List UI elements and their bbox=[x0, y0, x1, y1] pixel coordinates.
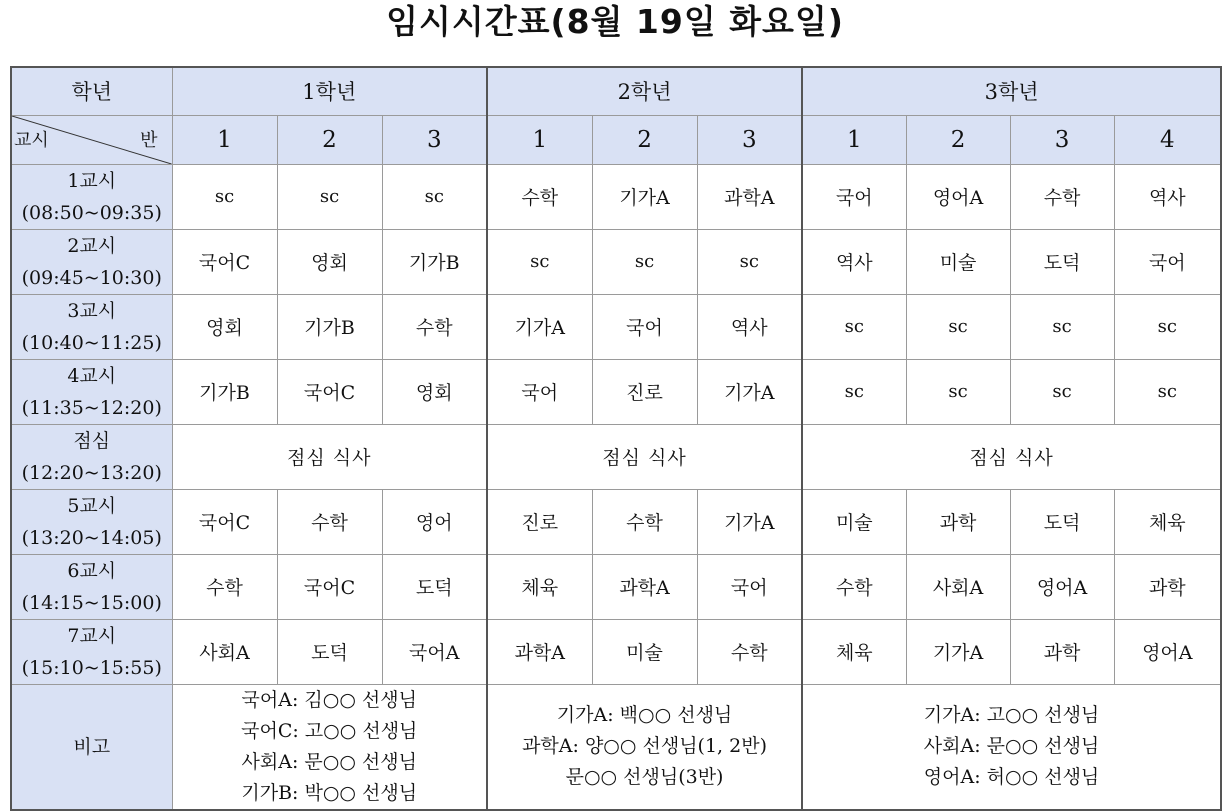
notes-grade-3 bbox=[802, 684, 1221, 810]
subject-cell: sc bbox=[906, 294, 1010, 359]
subject-cell: sc bbox=[802, 359, 906, 424]
subject-cell: 영어A bbox=[1010, 554, 1114, 619]
lunch-grade-3: 점심 식사 bbox=[802, 424, 1221, 489]
subject-cell: 체육 bbox=[1114, 489, 1221, 554]
subject-cell: 국어C bbox=[172, 489, 277, 554]
lunch-grade-2: 점심 식사 bbox=[487, 424, 802, 489]
subject-cell: 체육 bbox=[487, 554, 592, 619]
subject-cell: 국어 bbox=[487, 359, 592, 424]
class-header: 2 bbox=[592, 115, 697, 164]
subject-cell: 영어 bbox=[382, 489, 487, 554]
subject-cell: 영어A bbox=[906, 164, 1010, 229]
subject-cell: sc bbox=[802, 294, 906, 359]
note-line: 국어A: 김○○ 선생님 bbox=[241, 688, 417, 711]
subject-cell: 사회A bbox=[172, 619, 277, 684]
subject-cell: 기가B bbox=[277, 294, 382, 359]
period-header-cell bbox=[11, 164, 172, 229]
class-header: 4 bbox=[1114, 115, 1221, 164]
subject-cell: 과학A bbox=[592, 554, 697, 619]
period-row bbox=[11, 619, 1221, 684]
period-time: (09:45~10:30) bbox=[21, 266, 162, 289]
period-row bbox=[11, 554, 1221, 619]
subject-cell: 미술 bbox=[906, 229, 1010, 294]
grade-1-header: 1학년 bbox=[172, 67, 487, 115]
period-label: 교시 bbox=[14, 129, 49, 151]
note-line: 영어A: 허○○ 선생님 bbox=[923, 766, 1100, 788]
timetable bbox=[10, 66, 1222, 811]
lunch-name: 점심 bbox=[73, 429, 111, 452]
period-time: (13:20~14:05) bbox=[21, 526, 162, 549]
period-row bbox=[11, 164, 1221, 229]
subject-cell: 국어 bbox=[802, 164, 906, 229]
period-row bbox=[11, 359, 1221, 424]
period-header-cell bbox=[11, 294, 172, 359]
note-line: 기가A: 백○○ 선생님 bbox=[556, 704, 733, 726]
class-header: 1 bbox=[172, 115, 277, 164]
subject-cell: sc bbox=[1010, 294, 1114, 359]
note-line: 기가A: 고○○ 선생님 bbox=[923, 704, 1100, 726]
subject-cell: 국어C bbox=[277, 554, 382, 619]
morning-periods bbox=[11, 164, 1221, 424]
afternoon-periods bbox=[11, 489, 1221, 684]
subject-cell: 역사 bbox=[697, 294, 802, 359]
subject-cell: sc bbox=[277, 164, 382, 229]
subject-cell: 기가B bbox=[382, 229, 487, 294]
subject-cell: 수학 bbox=[802, 554, 906, 619]
subject-cell: 수학 bbox=[592, 489, 697, 554]
subject-cell: 영어A bbox=[1114, 619, 1221, 684]
subject-cell: 영회 bbox=[277, 229, 382, 294]
class-header: 1 bbox=[487, 115, 592, 164]
period-name: 1교시 bbox=[67, 169, 117, 192]
notes-grade-1 bbox=[172, 684, 487, 810]
period-header-cell bbox=[11, 554, 172, 619]
note-line: 과학A: 양○○ 선생님(1, 2반) bbox=[522, 735, 767, 757]
period-header-cell bbox=[11, 619, 172, 684]
period-row bbox=[11, 229, 1221, 294]
subject-cell: 기가A bbox=[697, 359, 802, 424]
subject-cell: 미술 bbox=[592, 619, 697, 684]
subject-cell: 영회 bbox=[172, 294, 277, 359]
subject-cell: 영회 bbox=[382, 359, 487, 424]
subject-cell: sc bbox=[487, 229, 592, 294]
subject-cell: 국어 bbox=[697, 554, 802, 619]
notes-label: 비고 bbox=[11, 684, 172, 810]
subject-cell: 기가A bbox=[592, 164, 697, 229]
subject-cell: 기가A bbox=[697, 489, 802, 554]
subject-cell: 과학A bbox=[487, 619, 592, 684]
class-header: 3 bbox=[697, 115, 802, 164]
subject-cell: sc bbox=[1114, 294, 1221, 359]
period-time: (10:40~11:25) bbox=[21, 331, 162, 354]
note-line: 기가B: 박○○ 선생님 bbox=[241, 781, 418, 804]
period-class-diagonal-header bbox=[11, 115, 172, 164]
period-name: 4교시 bbox=[67, 364, 117, 387]
class-header: 2 bbox=[906, 115, 1010, 164]
subject-cell: 수학 bbox=[277, 489, 382, 554]
grade-3-header: 3학년 bbox=[802, 67, 1221, 115]
subject-cell: 수학 bbox=[382, 294, 487, 359]
note-line: 사회A: 문○○ 선생님 bbox=[241, 750, 417, 773]
period-name: 5교시 bbox=[67, 494, 117, 517]
subject-cell: 도덕 bbox=[277, 619, 382, 684]
period-row bbox=[11, 489, 1221, 554]
period-name: 3교시 bbox=[67, 299, 117, 322]
note-line: 국어C: 고○○ 선생님 bbox=[241, 719, 418, 742]
period-name: 7교시 bbox=[67, 624, 117, 647]
subject-cell: 역사 bbox=[1114, 164, 1221, 229]
subject-cell: 기가B bbox=[172, 359, 277, 424]
subject-cell: sc bbox=[1114, 359, 1221, 424]
subject-cell: sc bbox=[172, 164, 277, 229]
lunch-period-cell bbox=[11, 424, 172, 489]
period-time: (14:15~15:00) bbox=[21, 591, 162, 614]
subject-cell: 도덕 bbox=[382, 554, 487, 619]
subject-cell: 과학 bbox=[1114, 554, 1221, 619]
period-time: (15:10~15:55) bbox=[21, 656, 162, 679]
subject-cell: 수학 bbox=[1010, 164, 1114, 229]
period-name: 2교시 bbox=[67, 234, 117, 257]
grade-2-header: 2학년 bbox=[487, 67, 802, 115]
period-row bbox=[11, 294, 1221, 359]
subject-cell: 진로 bbox=[487, 489, 592, 554]
subject-cell: 역사 bbox=[802, 229, 906, 294]
class-label: 반 bbox=[140, 129, 158, 151]
subject-cell: 사회A bbox=[906, 554, 1010, 619]
subject-cell: sc bbox=[1010, 359, 1114, 424]
period-time: (08:50~09:35) bbox=[21, 201, 162, 224]
subject-cell: 미술 bbox=[802, 489, 906, 554]
subject-cell: 도덕 bbox=[1010, 229, 1114, 294]
subject-cell: 기가A bbox=[487, 294, 592, 359]
subject-cell: 진로 bbox=[592, 359, 697, 424]
class-header: 3 bbox=[1010, 115, 1114, 164]
class-header: 1 bbox=[802, 115, 906, 164]
period-header-cell bbox=[11, 229, 172, 294]
subject-cell: 과학A bbox=[697, 164, 802, 229]
grade-header-label: 학년 bbox=[11, 67, 172, 115]
note-line: 사회A: 문○○ 선생님 bbox=[923, 735, 1100, 757]
subject-cell: 수학 bbox=[172, 554, 277, 619]
subject-cell: sc bbox=[697, 229, 802, 294]
notes-grade-2 bbox=[487, 684, 802, 810]
subject-cell: sc bbox=[382, 164, 487, 229]
period-name: 6교시 bbox=[67, 559, 117, 582]
lunch-grade-1: 점심 식사 bbox=[172, 424, 487, 489]
period-header-cell bbox=[11, 489, 172, 554]
class-header: 3 bbox=[382, 115, 487, 164]
class-header: 2 bbox=[277, 115, 382, 164]
period-header-cell bbox=[11, 359, 172, 424]
subject-cell: 국어A bbox=[382, 619, 487, 684]
subject-cell: sc bbox=[592, 229, 697, 294]
subject-cell: 수학 bbox=[487, 164, 592, 229]
subject-cell: 국어C bbox=[277, 359, 382, 424]
subject-cell: 체육 bbox=[802, 619, 906, 684]
subject-cell: 국어 bbox=[1114, 229, 1221, 294]
note-line: 문○○ 선생님(3반) bbox=[565, 766, 724, 788]
subject-cell: 과학 bbox=[1010, 619, 1114, 684]
subject-cell: 과학 bbox=[906, 489, 1010, 554]
page-title: 임시시간표(8월 19일 화요일) bbox=[386, 2, 844, 41]
subject-cell: 수학 bbox=[697, 619, 802, 684]
subject-cell: sc bbox=[906, 359, 1010, 424]
lunch-time: (12:20~13:20) bbox=[21, 461, 162, 484]
subject-cell: 도덕 bbox=[1010, 489, 1114, 554]
period-time: (11:35~12:20) bbox=[21, 396, 162, 419]
subject-cell: 국어C bbox=[172, 229, 277, 294]
subject-cell: 기가A bbox=[906, 619, 1010, 684]
subject-cell: 국어 bbox=[592, 294, 697, 359]
